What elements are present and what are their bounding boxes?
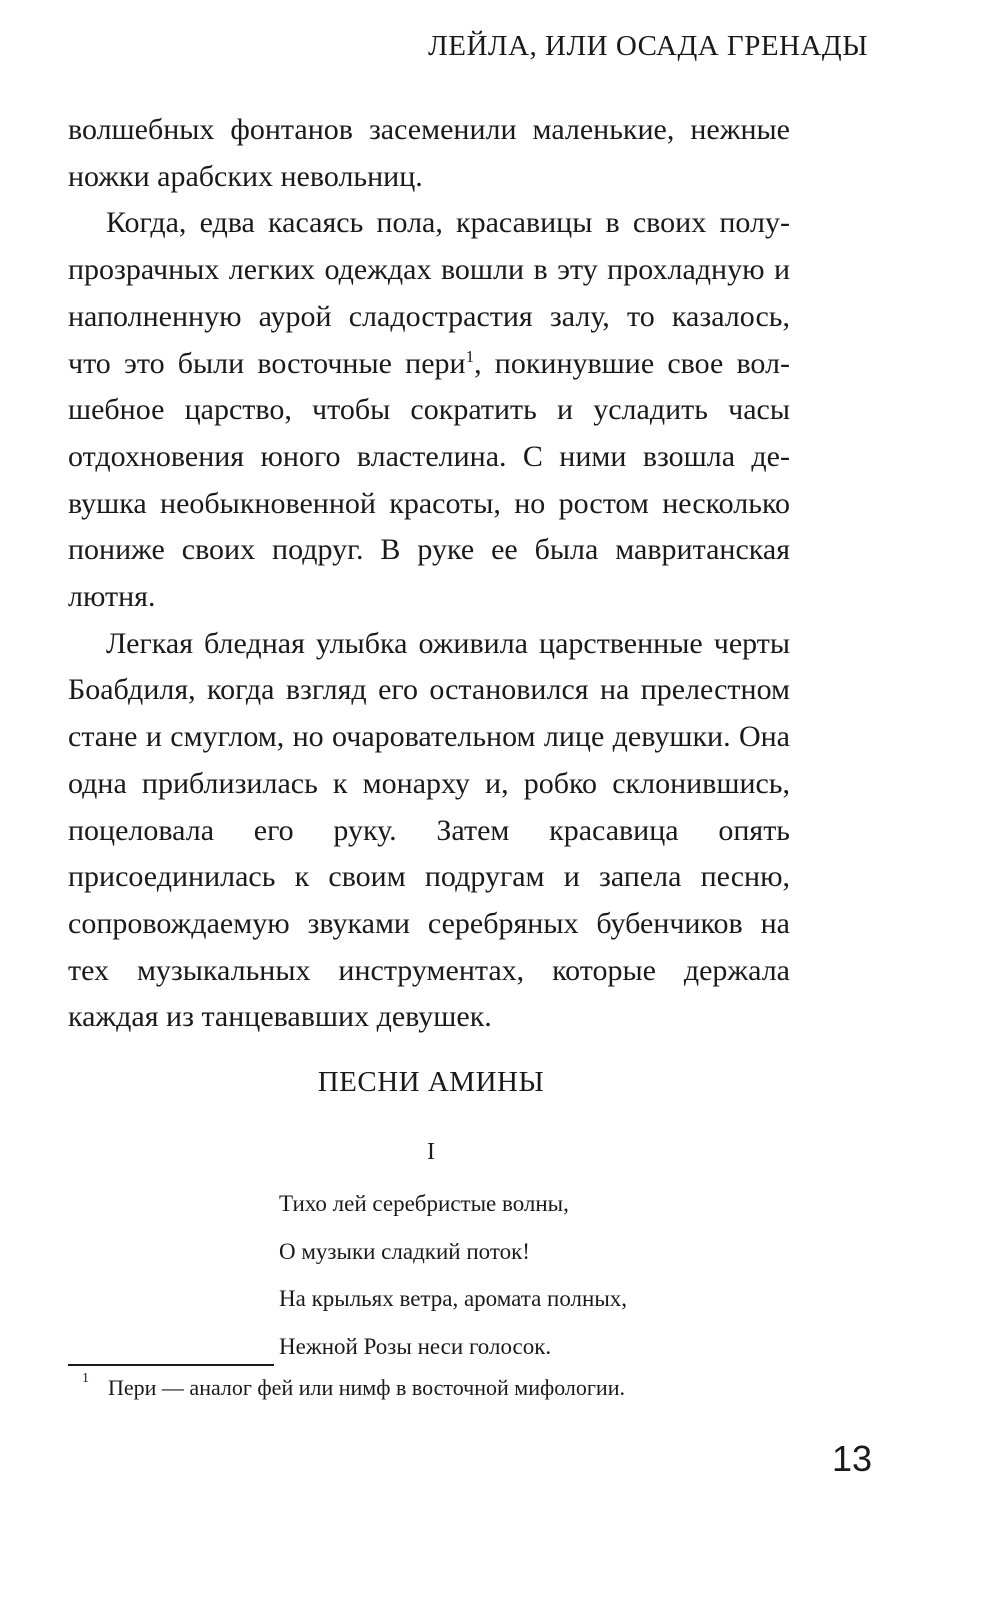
poem-number: I (427, 1139, 435, 1165)
paragraph-2-text: Когда, едва касаясь пола, красавицы в своих полупрозрачных легких одеждах вошли в эту прохладную и наполненную аурой сладострастия залу, то казалось, что это были восточные пери (68, 206, 790, 380)
poem-line: Нежной Розы неси голосок. (279, 1333, 552, 1359)
footnote-text: Пери — аналог фей или нимф в восточной мифологии. (108, 1375, 625, 1400)
poem (279, 1180, 627, 1370)
body-text (68, 107, 790, 1041)
poem-line: На крыльях ветра, аромата полных, (279, 1286, 628, 1311)
poem-line: О музыки сладкий поток! (279, 1238, 530, 1264)
song-title: ПЕСНИ АМИНЫ (317, 1066, 545, 1098)
running-header: ЛЕЙЛА, ИЛИ ОСАДА ГРЕНАДЫ (428, 30, 868, 62)
footnote (82, 1371, 625, 1401)
paragraph-2-text-continued: , покинувшие свое волшебное царство, чтобы сократить и усладить часы отдохновения юного властелина. С ними взошла девушка необыкновенной красоты, но ростом несколько пониже своих подруг. В руке ее была мавританская лютня. (68, 346, 790, 614)
poem-line: Тихо лей серебристые волны, (279, 1191, 569, 1216)
footnote-reference[interactable]: 1 (465, 346, 475, 366)
footnote-marker: 1 (82, 1371, 89, 1386)
footnote-divider (68, 1364, 274, 1366)
page-number: 13 (831, 1438, 872, 1479)
paragraph-2 (68, 200, 790, 620)
paragraph-1: волшебных фонтанов засеменили маленькие, нежные ножки арабских невольниц. (68, 113, 790, 193)
paragraph-3: Легкая бледная улыбка оживила царственные черты Боабдиля, когда взгляд его остановился на прелестном стане и смуглом, но очаровательном лице девушки. Она одна приблизилась к монарху и, робко склонившись, поцеловала его руку. Затем красавица опять присоединилась к своим подругам и запела песню, сопровождаемую звуками серебряных бубенчиков на тех музыкальных инструментах, которые держала каждая из танцевавших девушек. (68, 626, 790, 1034)
